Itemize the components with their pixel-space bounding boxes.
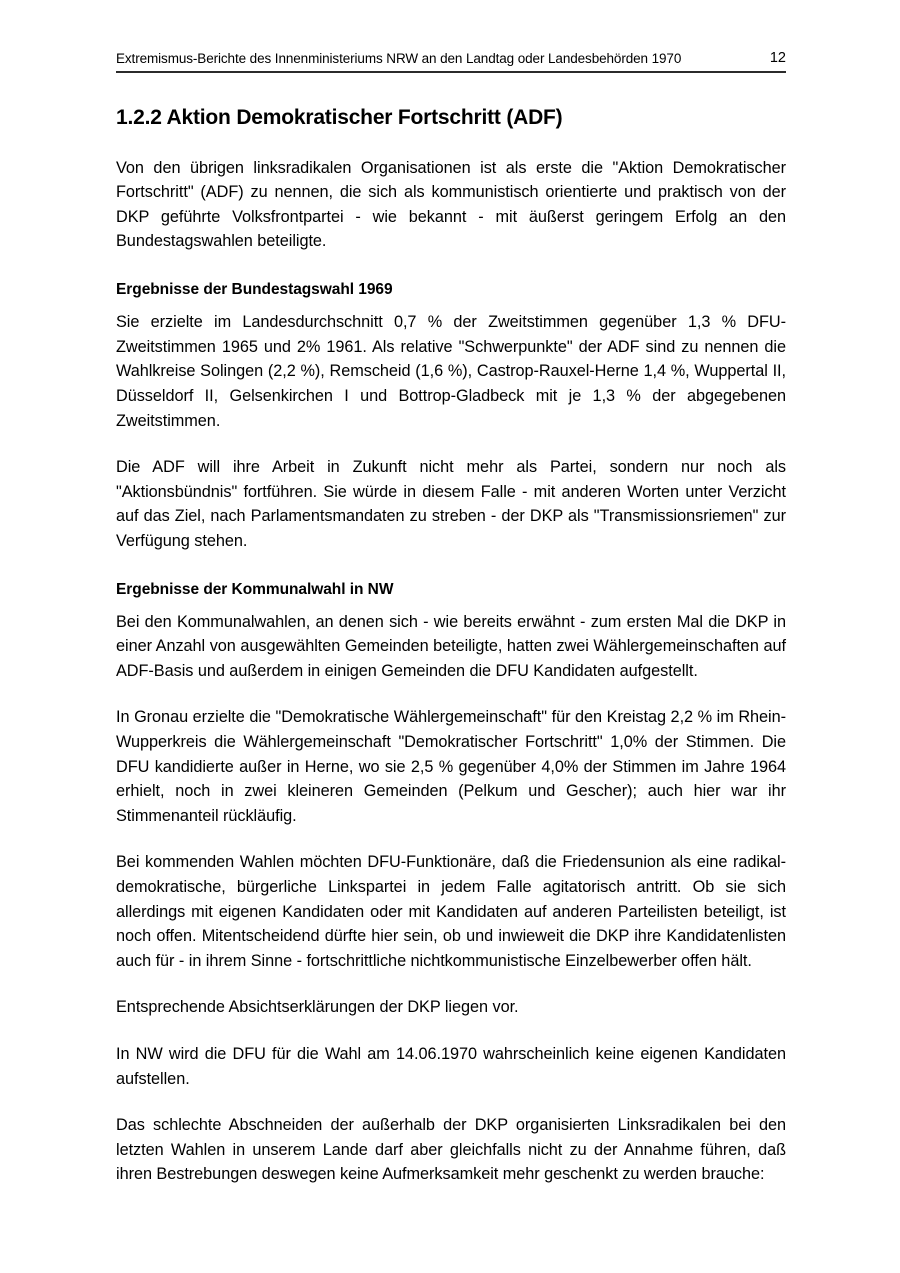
running-header <box>116 50 786 73</box>
page-content <box>116 50 786 1187</box>
header-title: Extremismus-Berichte des Innenministeriums NRW an den Landtag oder Landesbehörden 1970 <box>116 51 682 67</box>
paragraph-kommunalwahl-intro: Bei den Kommunalwahlen, an denen sich - wie bereits erwähnt - zum ersten Mal die DKP in einer Anzahl von ausgewählten Gemeinden beteiligte, hatten zwei Wählergemeinschaften auf ADF-Basis und außerdem in einigen Gemeinden die DFU Kandidaten aufgestellt. <box>116 612 786 680</box>
paragraph-gronau: In Gronau erzielte die "Demokratische Wählergemeinschaft" für den Kreistag 2,2 % im Rhein-Wupperkreis die Wählergemeinschaft "Demokratischer Fortschritt" 1,0% der Stimmen. Die DFU kandidierte außer in Herne, wo sie 2,5 % gegenüber 4,0% der Stimmen im Jahre 1964 erhielt, noch in zwei kleineren Gemeinden (Pelkum und Gescher); auch hier war ihr Stimmenanteil rückläufig. <box>116 708 786 825</box>
subheading-bundestagswahl: Ergebnisse der Bundestagswahl 1969 <box>116 281 393 299</box>
paragraph-intro: Von den übrigen linksradikalen Organisationen ist als erste die "Aktion Demokratischer Fortschritt" (ADF) zu nennen, die sich als kommunistisch orientierte und praktisch von der DKP geführte Volksfrontpartei - wie bekannt - mit äußerst geringem Erfolg an den Bundestagswahlen beteiligte. <box>116 158 786 251</box>
paragraph-adf-future: Die ADF will ihre Arbeit in Zukunft nicht mehr als Partei, sondern nur noch als "Aktionsbündnis" fortführen. Sie würde in diesem Falle - mit anderen Worten unter Verzicht auf das Ziel, nach Parlamentsmandaten zu streben - der DKP als "Transmissionsriemen" zur Verfügung stehen. <box>116 458 786 550</box>
paragraph-conclusion: Das schlechte Abschneiden der außerhalb der DKP organisierten Linksradikalen bei den letzten Wahlen in unserem Lande darf aber gleichfalls nicht zu der Annahme führen, daß ihren Bestrebungen deswegen keine Aufmerksamkeit mehr geschenkt zu werden brauche: <box>116 1116 786 1184</box>
page-number: 12 <box>769 50 786 66</box>
section-heading: 1.2.2 Aktion Demokratischer Fortschritt (ADF) <box>116 106 563 130</box>
paragraph-bundestagswahl-results: Sie erzielte im Landesdurchschnitt 0,7 % der Zweitstimmen gegenüber 1,3 % DFU-Zweitstimmen 1965 und 2% 1961. Als relative "Schwerpunkte" der ADF sind zu nennen die Wahlkreise Solingen (2,2 %), Remscheid (1,6 %), Castrop-Rauxel-Herne 1,4 %, Wuppertal II, Düsseldorf II, Gelsenkirchen I und Bottrop-Gladbeck mit je 1,3 % der abgegebenen Zweitstimmen. <box>116 313 786 430</box>
paragraph-nw-election: In NW wird die DFU für die Wahl am 14.06.1970 wahrscheinlich keine eigenen Kandidaten aufstellen. <box>116 1044 786 1088</box>
paragraph-future-elections: Bei kommenden Wahlen möchten DFU-Funktionäre, daß die Friedensunion als eine radikal-demokratische, bürgerliche Linkspartei in jedem Falle agitatorisch antritt. Ob sie sich allerdings mit eigenen Kandidaten oder mit Kandidaten auf anderen Parteilisten beteiligt, ist noch offen. Mitentscheidend dürfte hier sein, ob und inwieweit die DKP ihre Kandidatenlisten auch für - in ihrem Sinne - fortschrittliche nichtkommunistische Einzelbewerber offen hält. <box>116 853 786 970</box>
paragraph-declarations: Entsprechende Absichtserklärungen der DKP liegen vor. <box>116 998 519 1017</box>
subheading-kommunalwahl: Ergebnisse der Kommunalwahl in NW <box>116 580 394 598</box>
